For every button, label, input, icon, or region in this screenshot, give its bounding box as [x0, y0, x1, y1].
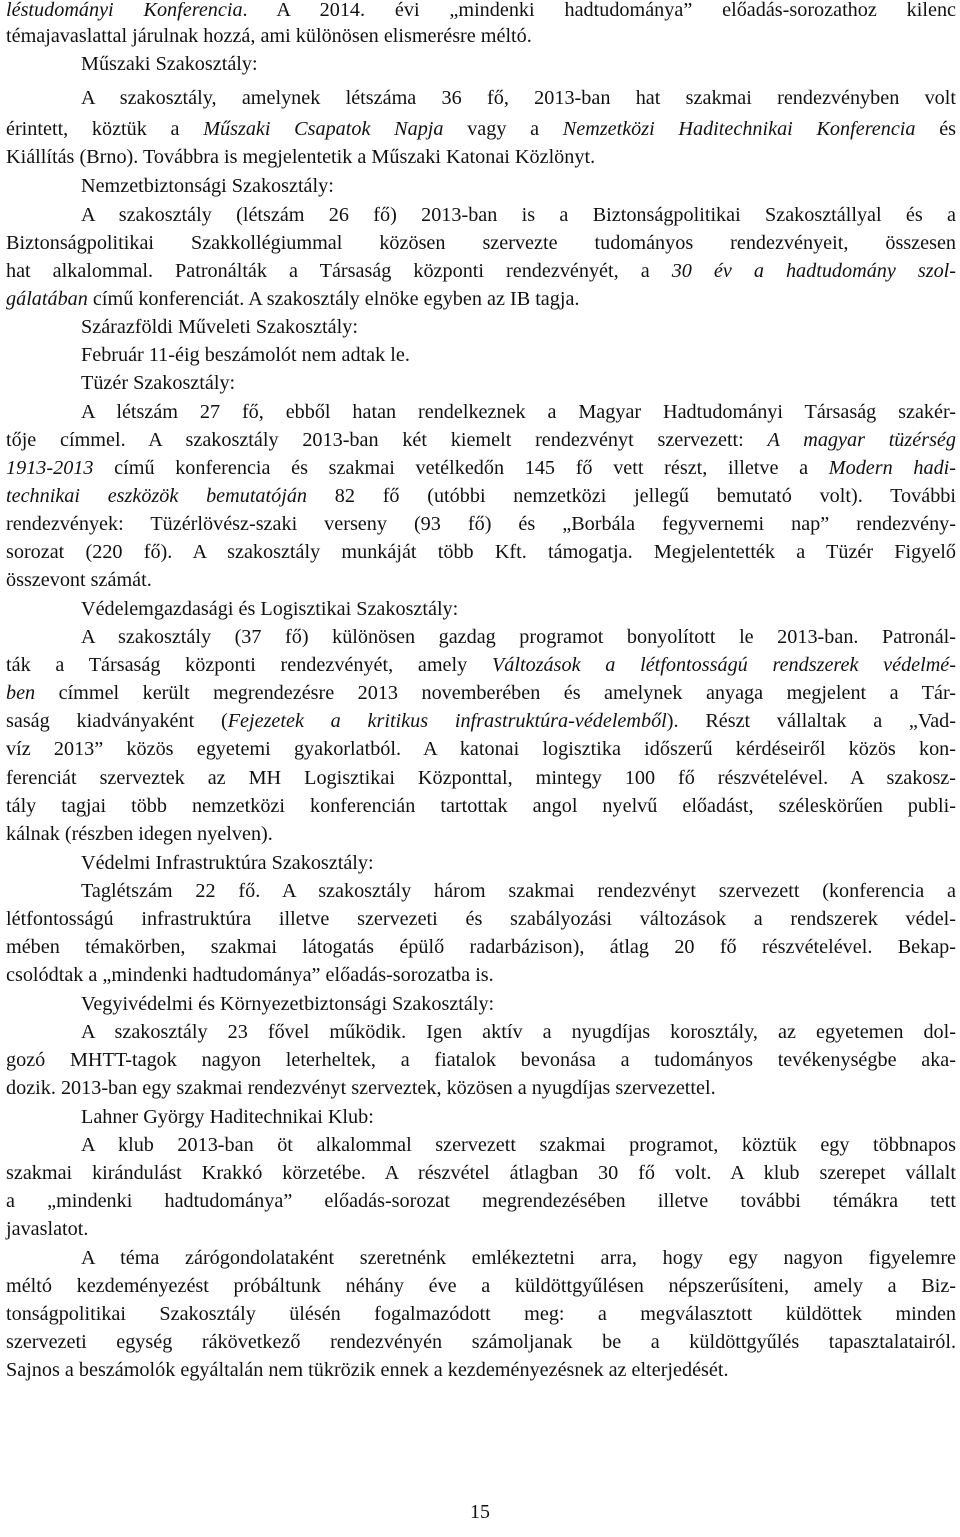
text-span: létfontosságú infrastruktúra illetve szervezeti és szabályozási változások a rendszerek védel-: [6, 908, 956, 930]
text-line: [81, 369, 956, 397]
text-line: [81, 1018, 956, 1046]
text-span: . A 2014. évi „mindenki hadtudománya” előadás-sorozathoz kilenc: [242, 0, 956, 21]
text-span: tője címmel. A szakosztály 2013-ban két kiemelt rendezvényt szervezett:: [6, 429, 768, 451]
text-line: [6, 482, 956, 510]
text-span: szervezeti egység rákövetkező rendezvényén számoljanak be a küldöttgyűlés tapasztalatairól.: [6, 1331, 956, 1353]
text-line: [6, 229, 956, 257]
text-line: [6, 735, 956, 763]
text-line: [81, 341, 956, 369]
text-span: című konferencia és szakmai vetélkedőn 145 fő vett részt, illetve a: [93, 457, 829, 479]
text-line: [81, 172, 956, 200]
text-span: érintett, köztük a: [6, 118, 204, 140]
text-line: [6, 792, 956, 820]
text-line: [6, 961, 956, 989]
text-span: Tüzér Szakosztály:: [81, 372, 236, 394]
text-span: összevont számát.: [6, 569, 152, 591]
text-span: címmel került megrendezésre 2013 novemberében és amelynek anyaga megjelent a Tár-: [35, 682, 956, 704]
italic-text: Nemzetközi Haditechnikai Konferencia: [562, 118, 916, 140]
text-line: [6, 1328, 956, 1356]
text-span: Műszaki Szakosztály:: [81, 53, 258, 75]
text-line: [6, 679, 956, 707]
text-span: ). Részt vállaltak a „Vad-: [666, 710, 956, 732]
text-span: Taglétszám 22 fő. A szakosztály három szakmai rendezvényt szervezett (konferencia a: [81, 880, 956, 902]
text-line: [6, 1272, 956, 1300]
text-span: sorozat (220 fő). A szakosztály munkáját több Kft. támogatja. Megjelentették a Tüzér Figyelő: [6, 541, 956, 563]
text-line: [81, 1131, 956, 1159]
text-line: [81, 595, 956, 623]
text-line: [6, 285, 956, 313]
text-line: [6, 454, 956, 482]
text-line: [6, 22, 956, 50]
text-span: Vegyivédelmi és Környezetbiztonsági Szakosztály:: [81, 993, 495, 1015]
text-line: [6, 933, 956, 961]
text-line: [6, 1356, 956, 1384]
text-span: témajavaslattal járulnak hozzá, ami különösen elismerésre méltó.: [6, 25, 532, 47]
text-line: [6, 1074, 956, 1102]
text-span: vagy a: [443, 118, 563, 140]
text-span: víz 2013” közös egyetemi gyakorlatból. A katonai logisztika időszerű kérdéseiről közös kon-: [6, 738, 956, 760]
text-line: [81, 201, 956, 229]
text-line: [6, 143, 956, 171]
italic-text: technikai eszközök bemutatóján: [6, 485, 308, 507]
italic-text: A magyar tüzérség: [767, 429, 956, 451]
text-span: 82 fő (utóbbi nemzetközi jellegű bemutató volt). További: [307, 485, 956, 507]
text-span: Szárazföldi Műveleti Szakosztály:: [81, 316, 358, 338]
text-line: [6, 707, 956, 735]
text-span: Biztonságpolitikai Szakkollégiummal közösen szervezte tudományos rendezvényeit, összesen: [6, 232, 956, 254]
text-span: Védelemgazdasági és Logisztikai Szakosztály:: [81, 598, 459, 620]
text-line: [6, 905, 956, 933]
italic-text: 30 év a hadtudomány szol-: [671, 260, 956, 282]
text-span: A téma zárógondolataként szeretnénk emlékeztetni arra, hogy egy nagyon figyelemre: [81, 1247, 956, 1269]
text-line: [81, 84, 956, 112]
text-span: és: [915, 118, 957, 140]
text-span: tály tagjai több nemzetközi konferencián tartottak angol nyelvű előadást, széleskörűen publi-: [6, 795, 956, 817]
text-span: rendezvények: Tüzérlövész-szaki verseny (93 fő) és „Borbála fegyvernemi nap” rendezvény-: [6, 513, 956, 535]
text-line: [6, 820, 956, 848]
text-line: [6, 566, 956, 594]
text-span: A szakosztály 23 fővel működik. Igen aktív a nyugdíjas korosztály, az egyetemen dol-: [81, 1021, 956, 1043]
text-span: kálnak (részben idegen nyelven).: [6, 823, 273, 845]
text-line: [81, 1103, 956, 1131]
text-span: mében témakörben, szakmai látogatás épülő radarbázison), átlag 20 fő részvételével. Bekap-: [6, 936, 956, 958]
text-span: ták a Társaság központi rendezvényét, amely: [6, 654, 492, 676]
text-line: [81, 398, 956, 426]
italic-text: léstudományi Konferencia: [6, 0, 243, 21]
text-line: [6, 1300, 956, 1328]
text-line: [6, 426, 956, 454]
italic-text: Fejezetek a kritikus infrastruktúra-védelemből: [227, 710, 667, 732]
text-line: [81, 313, 956, 341]
text-line: [6, 1187, 956, 1215]
page-number: 15: [470, 1501, 490, 1523]
text-line: [6, 651, 956, 679]
text-line: [6, 115, 956, 143]
text-span: csolódtak a „mindenki hadtudománya” előadás-sorozatba is.: [6, 964, 494, 986]
text-span: hat alkalommal. Patronálták a Társaság központi rendezvényét, a: [6, 260, 672, 282]
text-line: [6, 0, 956, 24]
text-span: A szakosztály (létszám 26 fő) 2013-ban is a Biztonságpolitikai Szakosztállyal és a: [81, 204, 956, 226]
text-line: [81, 990, 956, 1018]
text-span: Védelmi Infrastruktúra Szakosztály:: [81, 852, 374, 874]
text-line: [6, 538, 956, 566]
text-span: A szakosztály, amelynek létszáma 36 fő, 2013-ban hat szakmai rendezvényben volt: [81, 87, 956, 109]
text-span: szakmai kirándulást Krakkó körzetébe. A részvétel átlagban 30 fő volt. A klub szerepet vállalt: [6, 1162, 956, 1184]
text-span: Nemzetbiztonsági Szakosztály:: [81, 175, 334, 197]
text-line: [6, 764, 956, 792]
italic-text: Változások a létfontosságú rendszerek védelmé-: [491, 654, 956, 676]
text-line: [6, 1215, 956, 1243]
text-span: a „mindenki hadtudománya” előadás-sorozat megrendezésében illetve további témákra tett: [6, 1190, 956, 1212]
text-span: Kiállítás (Brno). Továbbra is megjelentetik a Műszaki Katonai Közlönyt.: [6, 146, 596, 168]
text-span: A szakosztály (37 fő) különösen gazdag programot bonyolított le 2013-ban. Patronál-: [81, 626, 956, 648]
text-span: A létszám 27 fő, ebből hatan rendelkeznek a Magyar Hadtudományi Társaság szakér-: [81, 401, 956, 423]
text-span: méltó kezdeményezést próbáltunk néhány éve a küldöttgyűlésen népszerűsíteni, amely a Biz-: [6, 1275, 956, 1297]
text-line: [81, 1244, 956, 1272]
italic-text: gálatában: [6, 288, 88, 310]
text-line: [6, 510, 956, 538]
text-span: saság kiadványaként (: [6, 710, 228, 732]
text-span: tonságpolitikai Szakosztály ülésén fogalmazódott meg: a megválasztott küldöttek minden: [6, 1303, 956, 1325]
text-span: dozik. 2013-ban egy szakmai rendezvényt szerveztek, közösen a nyugdíjas szervezettel.: [6, 1077, 716, 1099]
text-span: ferenciát szerveztek az MH Logisztikai Központtal, mintegy 100 fő részvételével. A szakosz-: [6, 767, 956, 789]
text-span: gozó MHTT-tagok nagyon leterheltek, a fiatalok bevonása a tudományos tevékenységbe aka-: [6, 1049, 956, 1071]
text-span: Sajnos a beszámolók egyáltalán nem tükrözik ennek a kezdeményezésnek az elterjedését.: [6, 1359, 729, 1381]
text-line: [6, 257, 956, 285]
italic-text: Modern hadi-: [828, 457, 957, 479]
italic-text: Műszaki Csapatok Napja: [203, 118, 444, 140]
text-span: A klub 2013-ban öt alkalommal szervezett szakmai programot, köztük egy többnapos: [81, 1134, 956, 1156]
text-span: Lahner György Haditechnikai Klub:: [81, 1106, 374, 1128]
text-span: javaslatot.: [6, 1218, 89, 1240]
italic-text: ben: [6, 682, 36, 704]
text-line: [81, 877, 956, 905]
text-line: [81, 849, 956, 877]
text-line: [81, 623, 956, 651]
text-span: című konferenciát. A szakosztály elnöke egyben az IB tagja.: [87, 288, 580, 310]
text-line: [81, 50, 956, 78]
italic-text: 1913-2013: [6, 457, 94, 479]
text-span: Február 11-éig beszámolót nem adtak le.: [81, 344, 410, 366]
text-line: [6, 1159, 956, 1187]
text-line: [6, 1046, 956, 1074]
